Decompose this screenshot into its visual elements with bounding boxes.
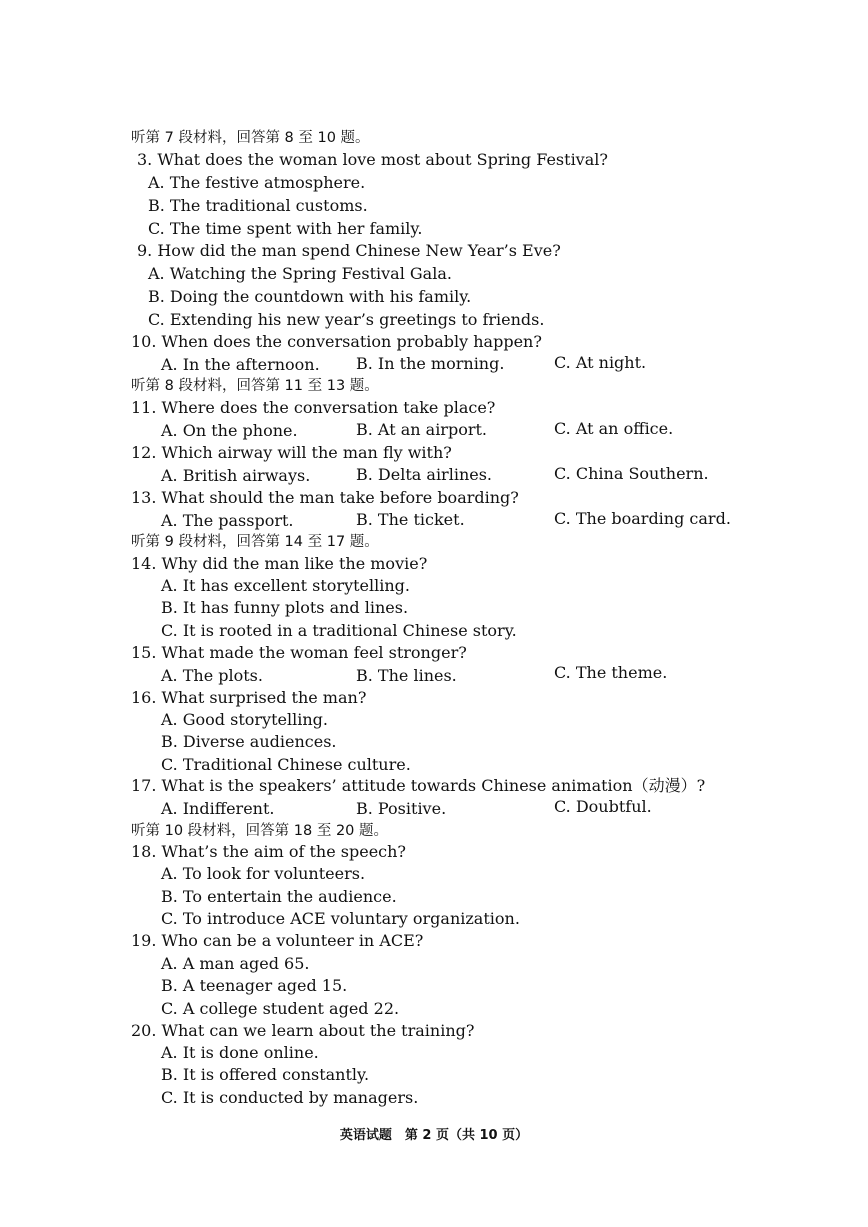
question-15-option-a: A. The plots. [161, 666, 263, 685]
section-instruction: 听第 9 段材料，回答第 14 至 17 题。 [131, 534, 379, 550]
question-17-stem: 17. What is the speakers’ attitude towards Chinese animation（动漫）? [131, 776, 706, 795]
question-20-option-a: A. It is done online. [161, 1043, 319, 1062]
question-18-option-a: A. To look for volunteers. [161, 864, 366, 883]
question-12-option-b: B. Delta airlines. [356, 465, 493, 484]
question-20-option-c: C. It is conducted by managers. [161, 1088, 419, 1107]
question-11-option-a: A. On the phone. [161, 421, 298, 440]
section-instruction: 听第 10 段材料，回答第 18 至 20 题。 [131, 823, 389, 839]
question-10-option-c: C. At night. [554, 353, 647, 372]
question-12-option-c: C. China Southern. [554, 464, 709, 483]
question-10-option-a: A. In the afternoon. [161, 355, 320, 374]
question-16-option-c: C. Traditional Chinese culture. [161, 755, 411, 774]
question-17-option-b: B. Positive. [356, 799, 447, 818]
question-19-option-a: A. A man aged 65. [161, 954, 310, 973]
question-10-option-b: B. In the morning. [356, 354, 505, 373]
question-17-option-c: C. Doubtful. [554, 797, 652, 816]
question-14-option-c: C. It is rooted in a traditional Chinese story. [161, 621, 517, 640]
question-11-stem: 11. Where does the conversation take place? [131, 398, 496, 417]
question-8-option-a: A. The festive atmosphere. [148, 173, 366, 192]
question-10-stem: 10. When does the conversation probably happen? [131, 332, 542, 351]
question-14-option-b: B. It has funny plots and lines. [161, 598, 409, 617]
question-8-option-c: C. The time spent with her family. [148, 219, 423, 238]
question-9-option-c: C. Extending his new year’s greetings to friends. [148, 310, 545, 329]
question-12-option-a: A. British airways. [161, 466, 311, 485]
question-9-option-b: B. Doing the countdown with his family. [148, 287, 472, 306]
question-16-stem: 16. What surprised the man? [131, 688, 367, 707]
question-8-option-b: B. The traditional customs. [148, 196, 368, 215]
question-11-option-c: C. At an office. [554, 419, 674, 438]
question-9-option-a: A. Watching the Spring Festival Gala. [148, 264, 452, 283]
question-16-option-b: B. Diverse audiences. [161, 732, 337, 751]
question-13-option-c: C. The boarding card. [554, 509, 731, 528]
question-19-option-b: B. A teenager aged 15. [161, 976, 348, 995]
section-instruction: 听第 8 段材料，回答第 11 至 13 题。 [131, 378, 379, 394]
question-18-stem: 18. What’s the aim of the speech? [131, 842, 406, 861]
question-14-stem: 14. Why did the man like the movie? [131, 554, 428, 573]
question-18-option-c: C. To introduce ACE voluntary organization. [161, 909, 520, 928]
question-18-option-b: B. To entertain the audience. [161, 887, 397, 906]
question-15-option-b: B. The lines. [356, 666, 457, 685]
question-15-option-c: C. The theme. [554, 663, 668, 682]
question-9-stem: 9. How did the man spend Chinese New Year’s Eve? [137, 241, 561, 260]
question-20-stem: 20. What can we learn about the training? [131, 1021, 475, 1040]
question-8-stem: 3. What does the woman love most about Spring Festival? [137, 150, 608, 169]
question-13-option-b: B. The ticket. [356, 510, 465, 529]
question-19-stem: 19. Who can be a volunteer in ACE? [131, 931, 424, 950]
question-11-option-b: B. At an airport. [356, 420, 487, 439]
question-14-option-a: A. It has excellent storytelling. [161, 576, 410, 595]
page-footer: 英语试题 第 2 页（共 10 页） [339, 1128, 529, 1143]
question-13-stem: 13. What should the man take before boarding? [131, 488, 519, 507]
question-16-option-a: A. Good storytelling. [161, 710, 328, 729]
question-17-option-a: A. Indifferent. [161, 799, 275, 818]
question-20-option-b: B. It is offered constantly. [161, 1065, 370, 1084]
question-19-option-c: C. A college student aged 22. [161, 999, 400, 1018]
question-13-option-a: A. The passport. [161, 511, 294, 530]
section-instruction: 听第 7 段材料，回答第 8 至 10 题。 [131, 130, 370, 146]
question-15-stem: 15. What made the woman feel stronger? [131, 643, 467, 662]
question-12-stem: 12. Which airway will the man fly with? [131, 443, 452, 462]
